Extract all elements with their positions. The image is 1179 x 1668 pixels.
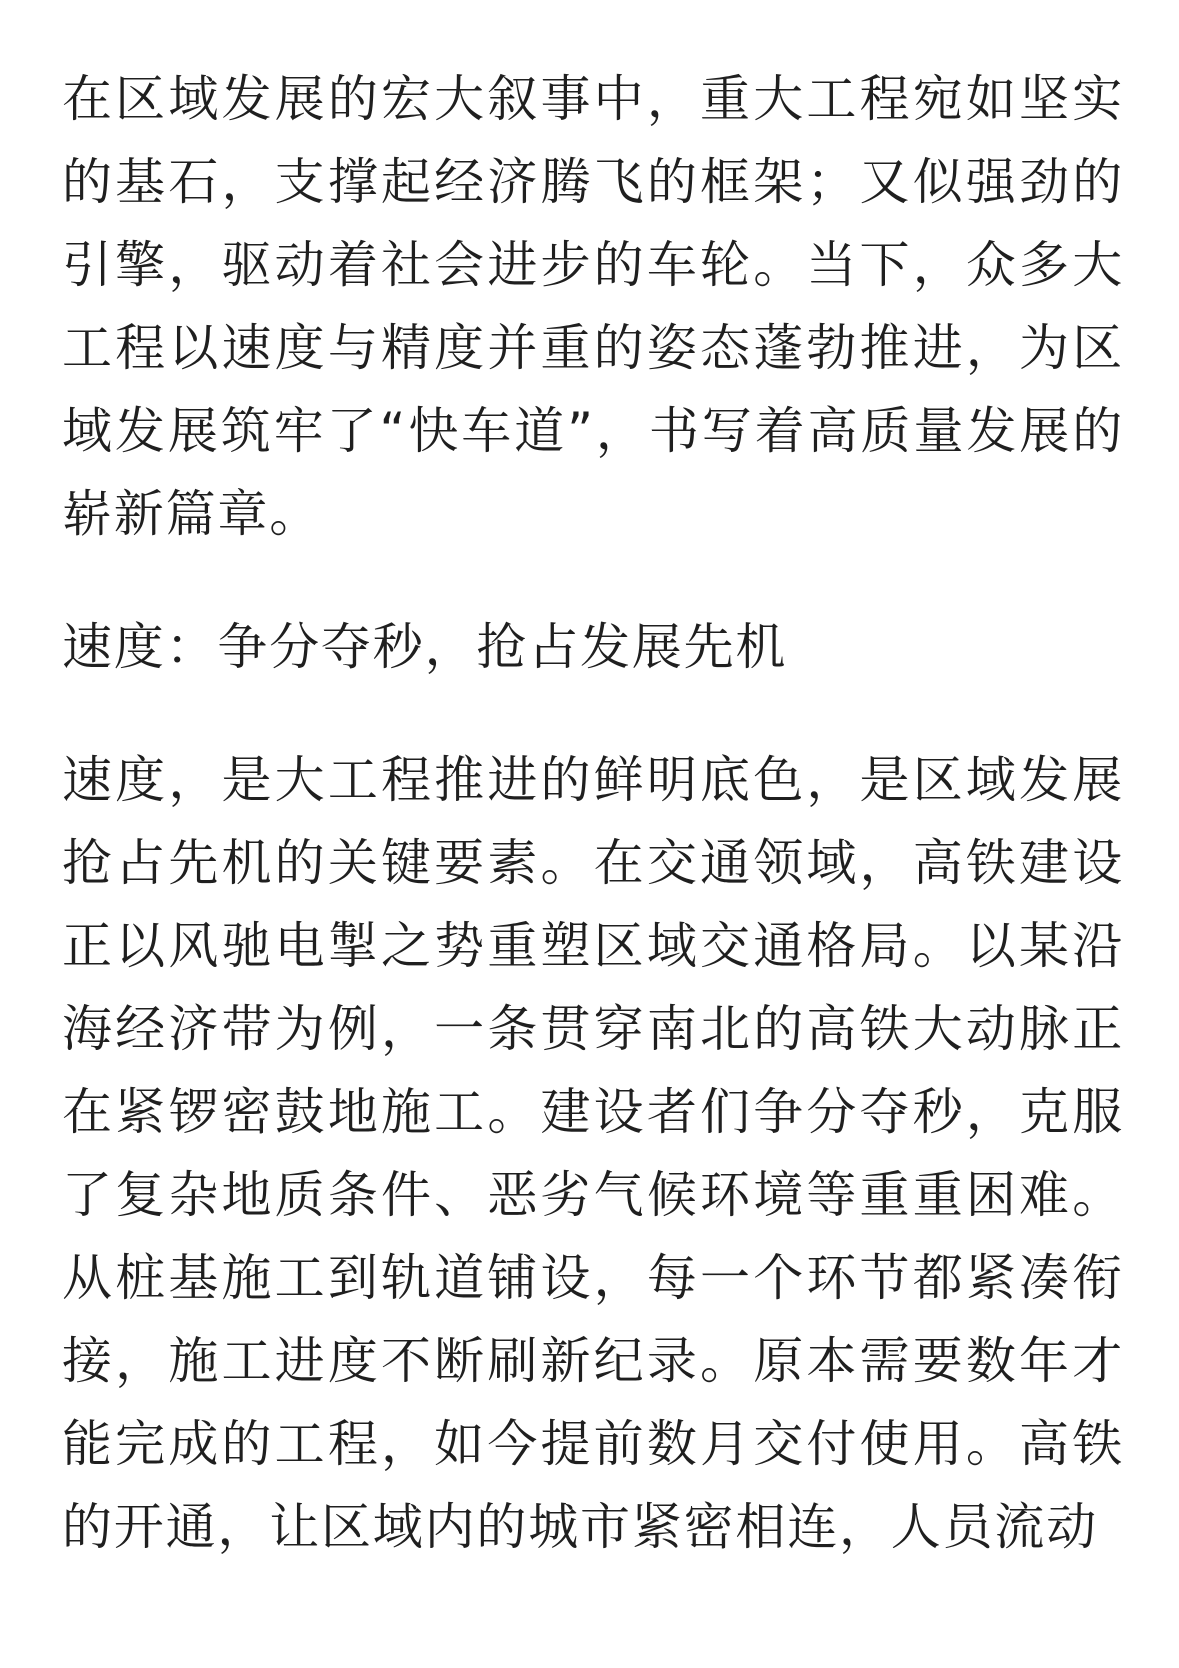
article-body [62, 58, 1124, 1569]
intro-paragraph: 在区域发展的宏大叙事中，重大工程宛如坚实的基石，支撑起经济腾飞的框架；又似强劲的引擎，驱动着社会进步的车轮。当下，众多大工程以速度与精度并重的姿态蓬勃推进，为区域发展筑牢了“快车道”，书写着高质量发展的崭新篇章。 [62, 70, 1124, 543]
speed-paragraph: 速度，是大工程推进的鲜明底色，是区域发展抢占先机的关键要素。在交通领域，高铁建设正以风驰电掣之势重塑区域交通格局。以某沿海经济带为例，一条贯穿南北的高铁大动脉正在紧锣密鼓地施工。建设者们争分夺秒，克服了复杂地质条件、恶劣气候环境等重重困难。从桩基施工到轨道铺设，每一个环节都紧凑衔接，施工进度不断刷新纪录。原本需要数年才能完成的工程，如今提前数月交付使用。高铁的开通，让区域内的城市紧密相连，人员流动 [62, 751, 1124, 1556]
section-heading: 速度：争分夺秒，抢占发展先机 [62, 618, 788, 676]
